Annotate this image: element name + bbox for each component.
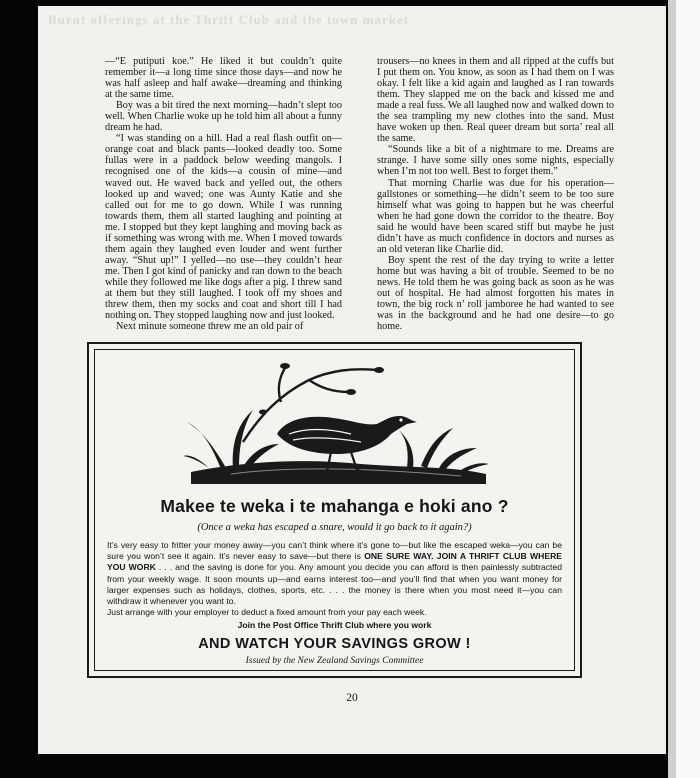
ad-translation: (Once a weka has escaped a snare, would it go back to it again?): [197, 522, 472, 533]
story-paragraph: “I was standing on a hill. Had a real flash outfit on—orange coat and black pants—looked deadly too. Some fullas were in a paddock below weeding mangols. I recognised one of the kids—a cousin of mine—and waved out. He waved back and yelled out, the others looked up and waved; one was Aunty Katie and she called out for me to go down. While I was running towards them, them all started laughing and pointing at me. I stopped but they kept laughing and moving back as if something was wrong with me. When I moved towards them again they laughed even louder and went further away. “Shut up!” I yelled—no use—they couldn’t hear me. Then I got kind of panicky and ran down to the beach while they followed me like dogs after a pig. I threw sand at them but they still laughed. I took off my shoes and threw them, then my socks and coat and short till I had nothing on. They stopped laughing now and just looked.: [105, 133, 342, 322]
ad-body-part1: It’s very easy to fritter your money away—you can’t think where it’s gone to—but like the escaped weka—you can be sure you won’t see it again. It’s never easy to save—but there is: [107, 540, 562, 562]
ad-join-line: Join the Post Office Thrift Club where you work: [237, 620, 432, 630]
bleed-through-text: Burnt offerings at the Thrift Club and the town market: [48, 12, 410, 27]
thrift-club-advertisement: [87, 342, 582, 678]
magazine-page: [38, 6, 666, 754]
adjacent-page-edge: [676, 0, 700, 778]
ad-body-emphasis: ONE SURE WAY. JOIN A THRIFT CLUB WHERE YOU WORK: [107, 551, 563, 573]
story-paragraph: Boy was a bit tired the next morning—hadn’t slept too well. When Charlie woke up he told him all about a funny dream he had.: [105, 100, 342, 134]
ad-slogan: AND WATCH YOUR SAVINGS GROW !: [198, 636, 471, 652]
weka-illustration: [181, 354, 491, 484]
story-paragraph: —“E putiputi koe.” He liked it but couldn’t quite remember it—a long time since those days—and now he was half asleep and half awake—dreaming and thinking at the same time.: [105, 56, 342, 101]
story-paragraph: trousers—no knees in them and all ripped at the cuffs but I put them on. You know, as soon as I had them on I was okay. I felt like a kid again and laughed as I ran towards them. They slapped me on the back and kissed me and made a real fuss. We all laughed now and walked down to the sea trampling my new clothes into the sand. Must have woken up then. Real queer dream but sorta’ real all the same.: [377, 56, 614, 145]
story-paragraph: That morning Charlie was due for his operation—gallstones or something—he didn’t seem to be too sure himself what was going to happen but he was cheerful when he had gone down the corridor to the theatre. Boy said he would have been scared stiff but maybe he just didn’t have as much confidence in doctors and nurses as an old veteran like Charlie did.: [377, 177, 614, 255]
story-paragraph: “Sounds like a bit of a nightmare to me. Dreams are strange. I have some silly ones some nights, especially when I’m not too well. Best to forget them.”: [377, 144, 614, 178]
story-column-right: [377, 56, 614, 332]
story-paragraph: Next minute someone threw me an old pair of: [116, 321, 304, 333]
ad-issued-by: Issued by the New Zealand Savings Committee: [245, 656, 424, 666]
page-number: 20: [346, 692, 358, 704]
ad-body-last: Just arrange with your employer to deduct a fixed amount from your pay each week.: [107, 607, 427, 618]
ad-body-part2: . . . and the saving is done for you. Any amount you decide you can afford is then painlessly subtracted from your weekly wage. It soon mounts up—and earns interest too—and you’ll find that when you want money for larger expenses such as holidays, clothes, sports, etc. . . . the money is there when you most need it—you can withdraw it whenever you want to.: [107, 562, 563, 607]
ad-body-text: [107, 540, 562, 618]
story-column-left: [105, 56, 342, 332]
story-paragraph: Boy spent the rest of the day trying to write a letter home but was having a bit of trouble. Seemed to be no news. He told them he was going back as soon as he was out of hospital. He had almost forgotten his mates in town, the big rock n’ roll jamboree he had wanted to see was in the background and he had one desire—to go home.: [377, 254, 614, 333]
ad-headline: Makee te weka i te mahanga e hoki ano ?: [160, 496, 509, 516]
page-spine-shadow: [668, 0, 676, 778]
fern-right: [399, 428, 489, 472]
